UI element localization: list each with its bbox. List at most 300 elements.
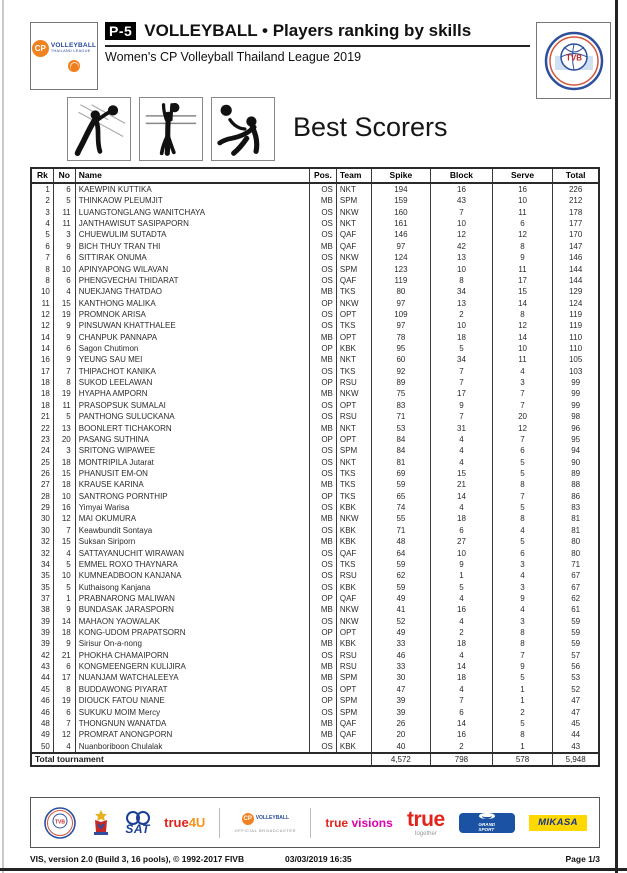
tvb-sponsor-logo bbox=[43, 806, 77, 840]
cell-rk: 42 bbox=[32, 650, 54, 661]
cell-total: 99 bbox=[571, 400, 581, 410]
cell-total: 96 bbox=[571, 423, 581, 433]
page-edge-left bbox=[2, 0, 4, 873]
cell-pos: OS bbox=[310, 684, 337, 695]
cell-spike: 53 bbox=[372, 423, 432, 434]
cell-block: 2 bbox=[431, 627, 493, 638]
cell-no: 5 bbox=[54, 559, 76, 570]
cell-no: 4 bbox=[54, 286, 76, 297]
cell-spike: 55 bbox=[372, 513, 432, 524]
cell-block: 17 bbox=[431, 388, 493, 399]
cell-pos: MB bbox=[310, 423, 337, 434]
table-row bbox=[32, 286, 598, 297]
cell-team: SPM bbox=[337, 672, 372, 683]
cell-no: 9 bbox=[54, 354, 76, 365]
cell-total: 98 bbox=[571, 412, 581, 422]
cell-pos: OS bbox=[310, 445, 337, 456]
cell-total: 83 bbox=[571, 503, 581, 513]
cell-no: 3 bbox=[54, 445, 76, 456]
cell-serve: 8 bbox=[493, 638, 554, 649]
cell-serve: 8 bbox=[493, 627, 554, 638]
cell-rk: 1 bbox=[32, 184, 54, 195]
cell-team: NKT bbox=[337, 457, 372, 468]
cell-team: NKW bbox=[337, 207, 372, 218]
cell-total: 129 bbox=[568, 287, 583, 297]
cell-spike: 75 bbox=[372, 388, 432, 399]
cell-total: 45 bbox=[571, 718, 581, 728]
cell-total: 80 bbox=[571, 537, 581, 547]
cell-pos: OS bbox=[310, 616, 337, 627]
cell-rk: 46 bbox=[32, 695, 54, 706]
table-row bbox=[32, 684, 598, 695]
cell-pos: OP bbox=[310, 298, 337, 309]
cell-pos: MB bbox=[310, 661, 337, 672]
cell-serve: 4 bbox=[493, 604, 554, 615]
cell-serve: 4 bbox=[493, 366, 554, 377]
cell-spike: 48 bbox=[372, 536, 432, 547]
cell-no: 6 bbox=[54, 707, 76, 718]
column-header-rk: Rk bbox=[32, 169, 54, 182]
mikasa-sponsor-logo bbox=[529, 815, 587, 831]
sponsor-separator bbox=[219, 808, 220, 838]
table-row bbox=[32, 229, 598, 240]
cell-serve: 7 bbox=[493, 400, 554, 411]
total-total: 5,948 bbox=[565, 754, 586, 764]
cell-no: 10 bbox=[54, 491, 76, 502]
cell-name: THINKAOW PLEUMJIT bbox=[76, 195, 310, 206]
cell-total: 212 bbox=[568, 196, 583, 206]
cell-name: BUDDAWONG PIYARAT bbox=[76, 684, 310, 695]
cell-block: 18 bbox=[431, 672, 493, 683]
cell-pos: MB bbox=[310, 604, 337, 615]
cell-team: SPM bbox=[337, 695, 372, 706]
cell-rk: 37 bbox=[32, 593, 54, 604]
cell-team: KBK bbox=[337, 638, 372, 649]
table-row bbox=[32, 616, 598, 627]
table-row bbox=[32, 366, 598, 377]
cell-name: PROMNOK ARISA bbox=[76, 309, 310, 320]
cell-name: BUNDASAK JARASPORN bbox=[76, 604, 310, 615]
cell-name: MAI OKUMURA bbox=[76, 513, 310, 524]
cell-pos: OP bbox=[310, 434, 337, 445]
total-spike: 4,572 bbox=[372, 754, 432, 765]
cp-mini-label: VOLLEYBALL bbox=[255, 815, 290, 821]
cell-team: OPT bbox=[337, 684, 372, 695]
cell-rk: 5 bbox=[32, 229, 54, 240]
grandsport-label-1: GRAND bbox=[478, 822, 496, 828]
cell-spike: 81 bbox=[372, 457, 432, 468]
cell-block: 4 bbox=[431, 650, 493, 661]
cell-team: TKS bbox=[337, 559, 372, 570]
cell-name: Yimyai Warisa bbox=[76, 502, 310, 513]
cell-total: 53 bbox=[571, 673, 581, 683]
cell-total: 62 bbox=[571, 593, 581, 603]
cell-rk: 11 bbox=[32, 298, 54, 309]
cell-no: 4 bbox=[54, 548, 76, 559]
cell-name: Nuanboriboon Chulalak bbox=[76, 741, 310, 752]
cell-block: 13 bbox=[431, 252, 493, 263]
report-header bbox=[105, 21, 531, 64]
cell-pos: OP bbox=[310, 343, 337, 354]
table-row bbox=[32, 536, 598, 547]
cell-spike: 97 bbox=[372, 320, 432, 331]
table-row bbox=[32, 695, 598, 706]
cell-spike: 59 bbox=[372, 559, 432, 570]
cell-total: 44 bbox=[571, 730, 581, 740]
cell-serve: 8 bbox=[493, 309, 554, 320]
cell-total: 90 bbox=[571, 457, 581, 467]
table-row bbox=[32, 627, 598, 638]
cell-rk: 48 bbox=[32, 718, 54, 729]
cell-spike: 97 bbox=[372, 241, 432, 252]
cell-name: SITTIRAK ONUMA bbox=[76, 252, 310, 263]
cell-total: 124 bbox=[568, 298, 583, 308]
cell-name: PANTHONG SULUCKANA bbox=[76, 411, 310, 422]
cell-pos: MB bbox=[310, 286, 337, 297]
cell-total: 99 bbox=[571, 389, 581, 399]
column-header-block: Block bbox=[431, 169, 493, 182]
cell-pos: OS bbox=[310, 229, 337, 240]
cell-name: PINSUWAN KHATTHALEE bbox=[76, 320, 310, 331]
cell-total: 144 bbox=[568, 275, 583, 285]
cell-rk: 12 bbox=[32, 320, 54, 331]
cell-pos: OP bbox=[310, 593, 337, 604]
cell-total: 61 bbox=[571, 605, 581, 615]
cell-team: QAF bbox=[337, 241, 372, 252]
cell-rk: 45 bbox=[32, 684, 54, 695]
cell-rk: 35 bbox=[32, 582, 54, 593]
cell-pos: OP bbox=[310, 377, 337, 388]
spike-pictogram-icon bbox=[71, 101, 127, 157]
cell-rk: 27 bbox=[32, 479, 54, 490]
cell-rk: 4 bbox=[32, 218, 54, 229]
cell-pos: MB bbox=[310, 718, 337, 729]
true-together-label: together bbox=[414, 830, 437, 837]
true4u-4u-label: 4U bbox=[188, 815, 206, 830]
cell-rk: 18 bbox=[32, 400, 54, 411]
cell-name: KANTHONG MALIKA bbox=[76, 298, 310, 309]
cell-no: 19 bbox=[54, 388, 76, 399]
cell-rk: 30 bbox=[32, 525, 54, 536]
cell-pos: OS bbox=[310, 218, 337, 229]
cell-no: 14 bbox=[54, 616, 76, 627]
cell-rk: 2 bbox=[32, 195, 54, 206]
cell-block: 5 bbox=[431, 343, 493, 354]
cell-total: 95 bbox=[571, 434, 581, 444]
cell-spike: 46 bbox=[372, 650, 432, 661]
cell-spike: 97 bbox=[372, 298, 432, 309]
cell-spike: 71 bbox=[372, 525, 432, 536]
cell-block: 6 bbox=[431, 707, 493, 718]
cell-rk: 32 bbox=[32, 536, 54, 547]
cell-name: YEUNG SAU MEI bbox=[76, 354, 310, 365]
cell-serve: 10 bbox=[493, 195, 554, 206]
cell-serve: 5 bbox=[493, 672, 554, 683]
cell-rk: 7 bbox=[32, 252, 54, 263]
cell-spike: 52 bbox=[372, 616, 432, 627]
cell-name: BOONLERT TICHAKORN bbox=[76, 423, 310, 434]
cell-no: 9 bbox=[54, 638, 76, 649]
cell-block: 9 bbox=[431, 400, 493, 411]
cell-team: NKT bbox=[337, 184, 372, 195]
cell-team: TKS bbox=[337, 468, 372, 479]
column-header-spike: Spike bbox=[372, 169, 432, 182]
cell-pos: OP bbox=[310, 627, 337, 638]
cell-rk: 17 bbox=[32, 366, 54, 377]
cell-block: 1 bbox=[431, 570, 493, 581]
cell-rk: 6 bbox=[32, 241, 54, 252]
table-row bbox=[32, 650, 598, 661]
cell-block: 7 bbox=[431, 366, 493, 377]
cell-spike: 159 bbox=[372, 195, 432, 206]
table-row bbox=[32, 309, 598, 320]
cell-rk: 8 bbox=[32, 275, 54, 286]
table-row bbox=[32, 672, 598, 683]
cell-pos: MB bbox=[310, 513, 337, 524]
cell-block: 2 bbox=[431, 741, 493, 752]
cell-no: 8 bbox=[54, 377, 76, 388]
sat-label: SAT bbox=[125, 821, 150, 836]
total-block: 798 bbox=[431, 754, 493, 765]
table-row bbox=[32, 320, 598, 331]
cell-total: 59 bbox=[571, 639, 581, 649]
cell-serve: 2 bbox=[493, 707, 554, 718]
cell-team: QAF bbox=[337, 548, 372, 559]
cell-serve: 11 bbox=[493, 207, 554, 218]
cell-pos: OS bbox=[310, 525, 337, 536]
cell-no: 8 bbox=[54, 684, 76, 695]
cell-spike: 41 bbox=[372, 604, 432, 615]
cell-name: KAEWPIN KUTTIKA bbox=[76, 184, 310, 195]
cell-pos: OS bbox=[310, 275, 337, 286]
cell-spike: 83 bbox=[372, 400, 432, 411]
cell-no: 13 bbox=[54, 423, 76, 434]
cell-pos: OS bbox=[310, 411, 337, 422]
cell-name: EMMEL ROXO THAYNARA bbox=[76, 559, 310, 570]
cell-total: 57 bbox=[571, 650, 581, 660]
cell-team: KBK bbox=[337, 502, 372, 513]
cell-rk: 12 bbox=[32, 309, 54, 320]
block-pictogram-icon bbox=[143, 101, 199, 157]
cell-team: RSU bbox=[337, 650, 372, 661]
cell-block: 4 bbox=[431, 684, 493, 695]
cell-name: SRITONG WIPAWEE bbox=[76, 445, 310, 456]
cell-serve: 1 bbox=[493, 741, 554, 752]
cell-serve: 10 bbox=[493, 343, 554, 354]
cell-block: 34 bbox=[431, 286, 493, 297]
report-title: VOLLEYBALL • Players ranking by skills bbox=[144, 21, 472, 40]
column-header-pos: Pos. bbox=[310, 169, 337, 182]
cell-spike: 47 bbox=[372, 684, 432, 695]
table-row bbox=[32, 264, 598, 275]
cell-no: 3 bbox=[54, 229, 76, 240]
cell-total: 88 bbox=[571, 480, 581, 490]
table-row bbox=[32, 457, 598, 468]
cell-block: 7 bbox=[431, 377, 493, 388]
cell-no: 20 bbox=[54, 434, 76, 445]
svg-text:TVB: TVB bbox=[565, 53, 582, 62]
cell-spike: 89 bbox=[372, 377, 432, 388]
cell-spike: 49 bbox=[372, 593, 432, 604]
cell-rk: 23 bbox=[32, 434, 54, 445]
table-header-row bbox=[32, 169, 598, 184]
cell-pos: OP bbox=[310, 695, 337, 706]
cell-block: 31 bbox=[431, 423, 493, 434]
cell-name: PRABNARONG MALIWAN bbox=[76, 593, 310, 604]
cell-block: 15 bbox=[431, 468, 493, 479]
page-edge-right bbox=[615, 0, 618, 873]
cell-pos: OS bbox=[310, 548, 337, 559]
cell-pos: OS bbox=[310, 207, 337, 218]
cell-spike: 49 bbox=[372, 627, 432, 638]
table-row bbox=[32, 548, 598, 559]
cell-block: 21 bbox=[431, 479, 493, 490]
cell-rk: 46 bbox=[32, 707, 54, 718]
cell-total: 81 bbox=[571, 525, 581, 535]
cell-no: 6 bbox=[54, 661, 76, 672]
cell-serve: 5 bbox=[493, 468, 554, 479]
cell-name: PRASOPSUK SUMALAI bbox=[76, 400, 310, 411]
cell-spike: 20 bbox=[372, 729, 432, 740]
cell-pos: OS bbox=[310, 366, 337, 377]
table-total-row bbox=[32, 752, 598, 765]
cell-pos: OS bbox=[310, 320, 337, 331]
table-row bbox=[32, 468, 598, 479]
cell-rk: 25 bbox=[32, 457, 54, 468]
cell-no: 11 bbox=[54, 207, 76, 218]
cell-rk: 14 bbox=[32, 332, 54, 343]
cell-no: 11 bbox=[54, 400, 76, 411]
cell-spike: 119 bbox=[372, 275, 432, 286]
cell-name: SATTAYANUCHIT WIRAWAN bbox=[76, 548, 310, 559]
cell-serve: 5 bbox=[493, 502, 554, 513]
cell-team: RSU bbox=[337, 377, 372, 388]
cell-block: 34 bbox=[431, 354, 493, 365]
report-code-badge: P-5 bbox=[105, 22, 136, 40]
cell-team: NKW bbox=[337, 604, 372, 615]
table-row bbox=[32, 241, 598, 252]
cell-pos: MB bbox=[310, 479, 337, 490]
cell-team: NKW bbox=[337, 513, 372, 524]
cell-total: 67 bbox=[571, 582, 581, 592]
cell-pos: OS bbox=[310, 184, 337, 195]
cell-rk: 39 bbox=[32, 616, 54, 627]
table-row bbox=[32, 582, 598, 593]
cell-team: NKT bbox=[337, 218, 372, 229]
cell-spike: 92 bbox=[372, 366, 432, 377]
cell-serve: 7 bbox=[493, 491, 554, 502]
sat-sponsor-logo bbox=[125, 811, 150, 835]
table-row bbox=[32, 434, 598, 445]
sponsor-separator bbox=[310, 808, 311, 838]
cell-block: 6 bbox=[431, 525, 493, 536]
tvb-logo bbox=[536, 22, 611, 99]
cell-name: LUANGTONGLANG WANITCHAYA bbox=[76, 207, 310, 218]
true4u-sponsor-logo bbox=[164, 816, 205, 829]
cell-no: 7 bbox=[54, 718, 76, 729]
cell-no: 5 bbox=[54, 195, 76, 206]
cell-team: SPM bbox=[337, 264, 372, 275]
cell-block: 18 bbox=[431, 638, 493, 649]
footer-page-number: Page 1/3 bbox=[565, 854, 600, 864]
total-serve: 578 bbox=[493, 754, 554, 765]
cell-no: 15 bbox=[54, 536, 76, 547]
cell-serve: 3 bbox=[493, 559, 554, 570]
table-row bbox=[32, 207, 598, 218]
cell-block: 4 bbox=[431, 457, 493, 468]
cell-no: 9 bbox=[54, 332, 76, 343]
cell-team: QAF bbox=[337, 718, 372, 729]
table-row bbox=[32, 502, 598, 513]
cell-rk: 16 bbox=[32, 354, 54, 365]
cp-league-logo bbox=[30, 22, 98, 90]
cell-serve: 8 bbox=[493, 241, 554, 252]
cell-team: NKW bbox=[337, 616, 372, 627]
cell-serve: 16 bbox=[493, 184, 554, 195]
cell-pos: MB bbox=[310, 332, 337, 343]
cell-spike: 59 bbox=[372, 479, 432, 490]
cell-serve: 3 bbox=[493, 377, 554, 388]
cell-team: OPT bbox=[337, 309, 372, 320]
cell-block: 10 bbox=[431, 218, 493, 229]
cell-rk: 3 bbox=[32, 207, 54, 218]
cell-name: KONG-UDOM PRAPATSORN bbox=[76, 627, 310, 638]
cp-mini-icon: CP bbox=[242, 813, 254, 825]
cell-name: PHOKHA CHAMAIPORN bbox=[76, 650, 310, 661]
table-row bbox=[32, 638, 598, 649]
cell-block: 18 bbox=[431, 332, 493, 343]
grandsport-sponsor-logo bbox=[459, 813, 515, 833]
cell-team: OPT bbox=[337, 332, 372, 343]
cell-total: 47 bbox=[571, 707, 581, 717]
cell-block: 43 bbox=[431, 195, 493, 206]
cell-pos: OS bbox=[310, 570, 337, 581]
cell-pos: MB bbox=[310, 388, 337, 399]
cell-spike: 95 bbox=[372, 343, 432, 354]
cell-total: 59 bbox=[571, 628, 581, 638]
cell-block: 7 bbox=[431, 695, 493, 706]
cell-name: SUKUKU MOIM Mercy bbox=[76, 707, 310, 718]
ranking-table bbox=[30, 167, 600, 767]
cell-team: RSU bbox=[337, 570, 372, 581]
cell-rk: 8 bbox=[32, 264, 54, 275]
cell-block: 7 bbox=[431, 207, 493, 218]
cell-total: 71 bbox=[571, 559, 581, 569]
cell-team: TKS bbox=[337, 366, 372, 377]
cell-total: 56 bbox=[571, 662, 581, 672]
cell-serve: 15 bbox=[493, 286, 554, 297]
cell-name: JANTHAWISUT SASIPAPORN bbox=[76, 218, 310, 229]
cell-team: QAF bbox=[337, 729, 372, 740]
cell-name: KUMNEADBOON KANJANA bbox=[76, 570, 310, 581]
cell-serve: 9 bbox=[493, 593, 554, 604]
cell-pos: OS bbox=[310, 650, 337, 661]
cell-serve: 6 bbox=[493, 548, 554, 559]
cell-serve: 8 bbox=[493, 513, 554, 524]
cell-name: PROMRAT ANONGPORN bbox=[76, 729, 310, 740]
cell-no: 12 bbox=[54, 513, 76, 524]
cell-serve: 1 bbox=[493, 684, 554, 695]
footer-version-text: VIS, version 2.0 (Build 3, 16 pools), © 1992-2017 FIVB bbox=[30, 854, 245, 864]
cell-team: SPM bbox=[337, 445, 372, 456]
cell-spike: 146 bbox=[372, 229, 432, 240]
table-row bbox=[32, 479, 598, 490]
cell-block: 16 bbox=[431, 729, 493, 740]
cell-name: NUANJAM WATCHALEEYA bbox=[76, 672, 310, 683]
cell-no: 9 bbox=[54, 604, 76, 615]
cell-name: THIPACHOT KANIKA bbox=[76, 366, 310, 377]
cell-pos: OS bbox=[310, 502, 337, 513]
